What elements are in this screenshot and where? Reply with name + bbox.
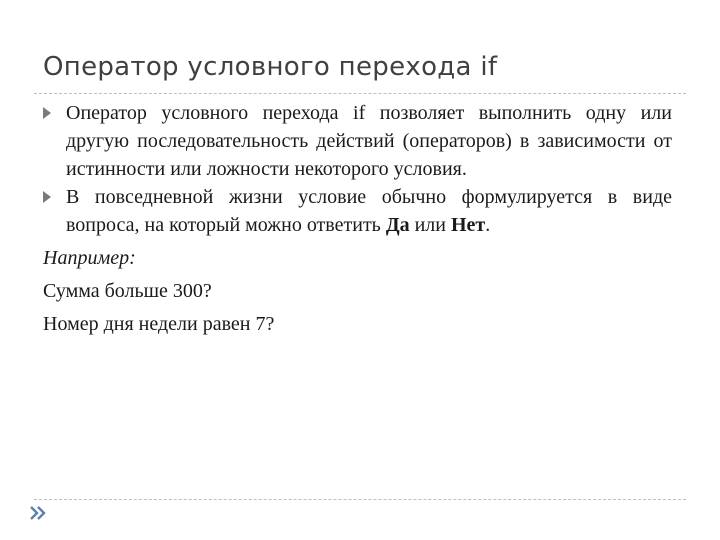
- answer-yes: Да: [385, 214, 410, 236]
- slide-body: [43, 99, 672, 338]
- example-line-2: Номер дня недели равен 7?: [43, 313, 275, 335]
- bullet-item-1: [43, 99, 672, 183]
- slide-title: Оператор условного перехода if: [43, 52, 498, 82]
- bullet-text-2-prefix: В повседневной жизни условие обычно формулируется в виде вопроса, на который можно ответить: [66, 186, 672, 236]
- example-line-1: Сумма больше 300?: [43, 280, 212, 302]
- title-divider: [34, 93, 686, 94]
- double-chevron-right-icon[interactable]: [28, 505, 48, 521]
- footer-divider: [34, 499, 686, 500]
- bullet-text-2-end: .: [485, 214, 491, 236]
- triangle-bullet-icon: [43, 107, 51, 119]
- bullet-text-2-or: или: [409, 214, 451, 236]
- example-label: Например:: [43, 247, 136, 269]
- bullet-text-1: Оператор условного перехода if позволяет выполнить одну или другую последовательность действий (операторов) в зависимости от истинности или ложности некоторого условия.: [66, 102, 672, 180]
- bullet-item-2: [43, 183, 672, 239]
- answer-no: Нет: [450, 214, 486, 236]
- triangle-bullet-icon: [43, 191, 51, 203]
